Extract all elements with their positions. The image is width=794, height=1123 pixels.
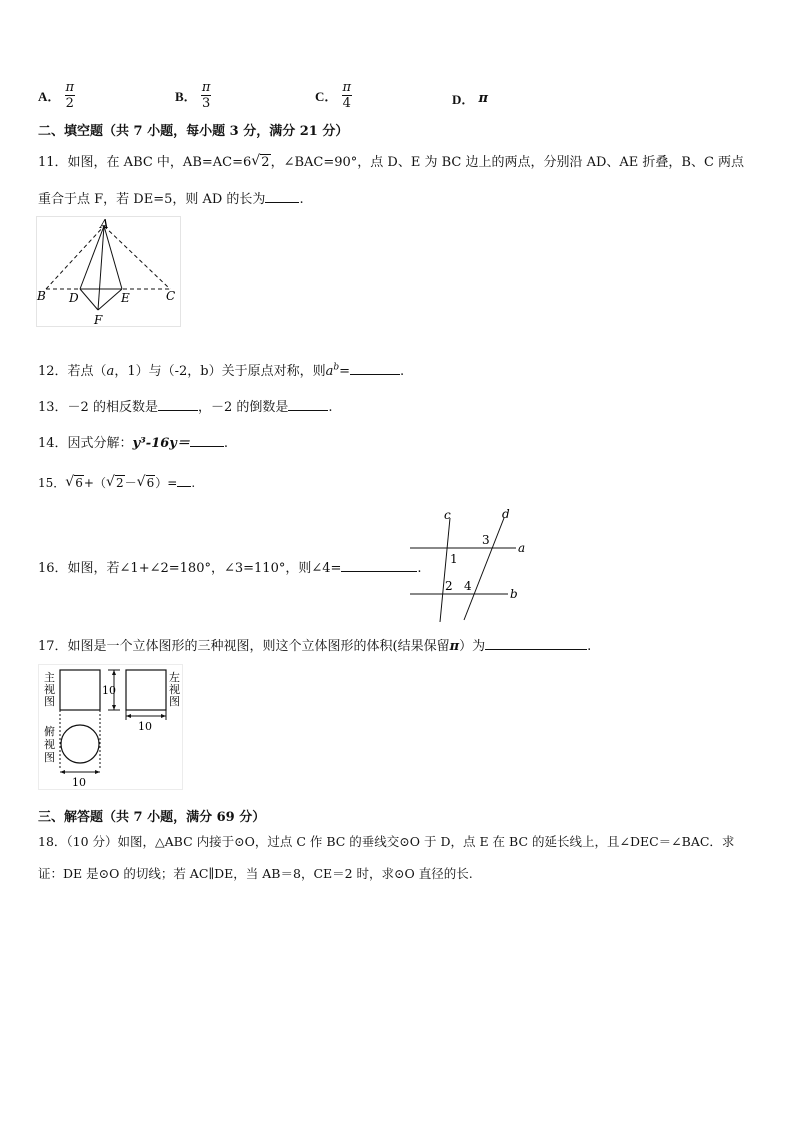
- q11-line1: 11．如图，在 ABC 中，AB=AC=6√ 2，∠BAC=90°，点 D、E 为 BC 边上的两点，分别沿 AD、AE 折叠，B、C 两点: [38, 151, 744, 170]
- line-d-label: d: [502, 507, 510, 521]
- q14-blank: [190, 434, 224, 447]
- option-c-label: C．: [315, 89, 338, 104]
- q15-blank: [177, 474, 191, 487]
- line-a-label: a: [518, 541, 526, 555]
- option-d: [452, 89, 488, 108]
- svg-text:视: 视: [169, 683, 180, 696]
- svg-text:视: 视: [44, 738, 55, 751]
- dim-top-width: 10: [72, 776, 86, 789]
- option-b: [175, 80, 211, 111]
- line-b-label: b: [510, 587, 518, 601]
- angle-1: 1: [450, 552, 458, 566]
- label-E: E: [121, 291, 130, 305]
- q16-blank: [341, 559, 417, 572]
- option-c-fraction: $\frac{\pi}{4}$: [342, 80, 352, 111]
- label-B: B: [37, 289, 46, 303]
- q15: 15．√ 6+（√ 2－√ 6）= .: [38, 474, 195, 491]
- sqrt-6b: √ 6: [137, 476, 156, 490]
- svg-text:主: 主: [44, 671, 55, 684]
- angle-4: 4: [464, 579, 472, 593]
- q11-blank: [265, 190, 299, 203]
- q12-blank: [350, 362, 400, 375]
- svg-text:图: 图: [44, 751, 55, 764]
- svg-text:左: 左: [169, 671, 180, 684]
- svg-text:图: 图: [169, 695, 180, 708]
- option-a-label: A．: [38, 89, 61, 104]
- option-d-label: D．: [452, 92, 475, 107]
- q17-figure: [38, 664, 188, 792]
- option-b-fraction: $\frac{\pi}{3}$: [201, 80, 211, 111]
- label-F: F: [94, 313, 103, 327]
- label-A: A: [100, 217, 109, 231]
- line-c-label: c: [444, 508, 451, 522]
- svg-text:图: 图: [44, 695, 55, 708]
- label-D: D: [69, 291, 79, 305]
- q14: 14．因式分解：y³-16y＝ .: [38, 436, 228, 451]
- section3-title: 三、解答题（共 7 小题，满分 69 分）: [38, 810, 266, 825]
- option-a-fraction: $\frac{\pi}{2}$: [65, 80, 75, 111]
- angle-3: 3: [482, 533, 490, 547]
- sqrt-2b: √ 2: [106, 476, 125, 490]
- q11-figure: [36, 216, 182, 328]
- label-C: C: [166, 289, 176, 303]
- option-c: [315, 80, 352, 111]
- option-a: [38, 80, 75, 111]
- q13-blank-1: [158, 398, 198, 411]
- q18-line1: 18．（10 分）如图，△ABC 内接于⊙O，过点 C 作 BC 的垂线交⊙O 于 D，点 E 在 BC 的延长线上，且∠DEC＝∠BAC．求: [38, 834, 735, 849]
- sqrt-6: √ 6: [65, 476, 84, 490]
- dim-height: 10: [102, 684, 116, 697]
- option-b-label: B．: [175, 89, 197, 104]
- q11-line2: 重合于点 F，若 DE=5，则 AD 的长为 .: [38, 192, 304, 207]
- angle-2: 2: [445, 579, 453, 593]
- q13: 13．－2 的相反数是 ，－2 的倒数是 .: [38, 400, 333, 415]
- svg-text:俯: 俯: [44, 725, 55, 738]
- option-d-value: π: [478, 91, 489, 106]
- q16-figure: [408, 504, 538, 626]
- q17-blank: [485, 637, 587, 650]
- svg-text:视: 视: [44, 683, 55, 696]
- q17: 17．如图是一个立体图形的三种视图，则这个立体图形的体积(结果保留π）为 .: [38, 639, 592, 654]
- q13-blank-2: [288, 398, 328, 411]
- q12: 12．若点（a，1）与（-2，b）关于原点对称，则$a^b=$ .: [38, 362, 405, 379]
- q16: 16．如图，若∠1+∠2=180°，∠3=110°，则∠4= .: [38, 561, 422, 576]
- section2-title: 二、填空题（共 7 小题，每小题 3 分，满分 21 分）: [38, 124, 349, 139]
- sqrt-2: √ 2: [251, 155, 270, 170]
- q18-line2: 证：DE 是⊙O 的切线；若 AC∥DE，当 AB＝8，CE＝2 时，求⊙O 直径的长.: [38, 866, 473, 881]
- dim-left-width: 10: [138, 720, 152, 733]
